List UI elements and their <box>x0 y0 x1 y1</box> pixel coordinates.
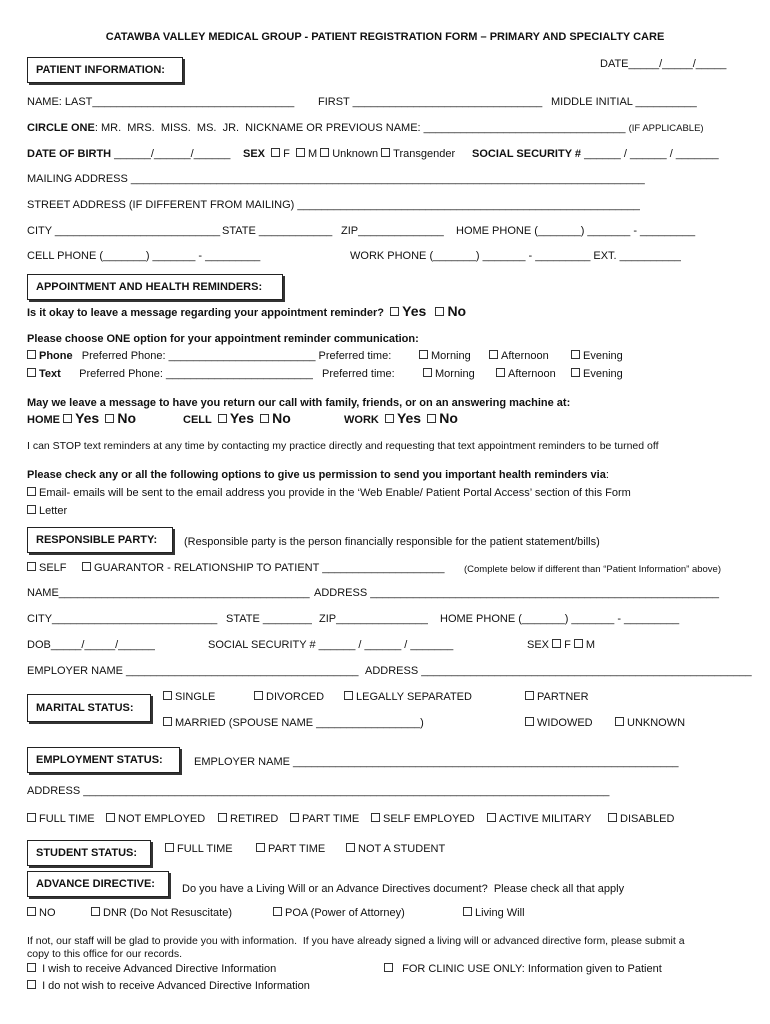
text-option-label: Text <box>39 368 61 380</box>
phone-evening-checkbox[interactable] <box>571 350 580 359</box>
marital-divorced-checkbox[interactable] <box>254 691 263 700</box>
circle-one-options[interactable]: : MR. MRS. MISS. MS. JR. NICKNAME OR PREVIOUS NAME: _________________________________ <box>94 122 626 134</box>
circle-one-label: CIRCLE ONE <box>27 122 95 134</box>
student-full-time-checkbox[interactable] <box>165 843 174 852</box>
student-full-time-label: FULL TIME <box>177 843 233 855</box>
cell-no-label: No <box>272 410 291 426</box>
phone-afternoon-checkbox[interactable] <box>489 350 498 359</box>
state-field[interactable]: STATE ____________ <box>222 225 333 237</box>
responsible-name-field[interactable]: NAME_________________________________________ <box>27 587 310 599</box>
advance-poa <box>273 907 405 920</box>
advance-not-receive-option <box>27 980 310 993</box>
dob-label: DATE OF BIRTH <box>27 148 112 160</box>
responsible-zip-field[interactable]: ZIP_______________ <box>319 613 428 625</box>
advance-receive-label: I wish to receive Advanced Directive Information <box>42 963 277 975</box>
phone-option-label: Phone <box>39 350 73 362</box>
home-label: HOME <box>27 414 60 426</box>
student-not-student-label: NOT A STUDENT <box>358 843 446 855</box>
city-field[interactable]: CITY ___________________________ <box>27 225 221 237</box>
advance-directive-question: Do you have a Living Will or an Advance Directives document? Please check all that apply <box>182 883 625 895</box>
text-afternoon <box>496 368 556 381</box>
complete-below-note: (Complete below if different than “Patient Information” above) <box>464 564 721 575</box>
student-part-time <box>256 843 325 856</box>
work-phone-field[interactable]: WORK PHONE (_______) _______ - _________ EXT. __________ <box>350 250 681 262</box>
employment-self-employed-label: SELF EMPLOYED <box>383 813 475 825</box>
phone-afternoon-label: Afternoon <box>501 350 549 362</box>
student-not-student-checkbox[interactable] <box>346 843 355 852</box>
email-option-line <box>27 487 631 500</box>
employment-status-header <box>27 747 180 773</box>
self-checkbox[interactable] <box>27 562 36 571</box>
employment-full-time-label: FULL TIME <box>39 813 95 825</box>
email-option-checkbox[interactable] <box>27 487 36 496</box>
self-option <box>27 562 67 575</box>
marital-married-label[interactable]: MARRIED (SPOUSE NAME _________________) <box>175 717 424 729</box>
advance-no <box>27 907 56 920</box>
clinic-use-option <box>384 963 662 976</box>
advance-receive-checkbox[interactable] <box>27 963 36 972</box>
marital-unknown <box>615 717 685 730</box>
guarantor-field[interactable]: GUARANTOR - RELATIONSHIP TO PATIENT ____________________ <box>94 562 445 574</box>
appointment-header <box>27 274 283 300</box>
advance-dnr-label: DNR (Do Not Resuscitate) <box>103 907 232 919</box>
middle-initial-field[interactable]: MIDDLE INITIAL __________ <box>551 96 697 108</box>
phone-evening-label: Evening <box>583 350 623 362</box>
employment-status-header-label: EMPLOYMENT STATUS: <box>36 754 163 766</box>
name-last-field[interactable]: NAME: LAST_________________________________ <box>27 96 295 108</box>
employment-active-military <box>487 813 592 826</box>
employment-self-employed <box>371 813 475 826</box>
self-label: SELF <box>39 562 67 574</box>
responsible-sex-line <box>527 639 595 652</box>
phone-preferred-time-label: Preferred time: <box>318 350 392 362</box>
sex-m-checkbox[interactable] <box>296 148 305 157</box>
advance-directive-header-label: ADVANCE DIRECTIVE: <box>36 878 155 890</box>
responsible-dob-field[interactable]: DOB_____/_____/______ <box>27 639 155 651</box>
work-no-checkbox[interactable] <box>427 414 436 423</box>
marital-partner <box>525 691 589 704</box>
dob-line <box>27 148 230 161</box>
employment-not-employed-checkbox[interactable] <box>106 813 115 822</box>
sex-unknown-label: Unknown <box>332 148 379 160</box>
cell-no-checkbox[interactable] <box>260 414 269 423</box>
advance-not-receive-label: I do not wish to receive Advanced Directive Information <box>42 980 310 992</box>
marital-unknown-checkbox[interactable] <box>615 717 624 726</box>
text-morning-checkbox[interactable] <box>423 368 432 377</box>
form-title: CATAWBA VALLEY MEDICAL GROUP - PATIENT REGISTRATION FORM – PRIMARY AND SPECIALTY CARE <box>105 31 665 43</box>
patient-info-header <box>27 57 183 83</box>
employment-not-employed <box>106 813 205 826</box>
phone-option-checkbox[interactable] <box>27 350 36 359</box>
responsible-sex-m-label: M <box>585 639 596 651</box>
choose-one-text: Please choose ONE option for your appointment reminder communication: <box>27 333 419 345</box>
student-full-time <box>165 843 233 856</box>
guarantor-option <box>82 562 445 575</box>
employment-part-time-checkbox[interactable] <box>290 813 299 822</box>
work-message-line <box>344 412 458 427</box>
advance-living-will-label: Living Will <box>475 907 525 919</box>
text-option-checkbox[interactable] <box>27 368 36 377</box>
student-part-time-checkbox[interactable] <box>256 843 265 852</box>
employment-retired <box>218 813 278 826</box>
cell-yes-label: Yes <box>229 410 254 426</box>
advance-no-checkbox[interactable] <box>27 907 36 916</box>
leave-message-question: Is it okay to leave a message regarding your appointment reminder? <box>27 307 384 319</box>
responsible-address-field[interactable]: ADDRESS _________________________________________________________ <box>314 587 719 599</box>
cell-label: CELL <box>183 414 212 426</box>
leave-message-yes-label: Yes <box>402 303 427 319</box>
home-message-line <box>27 412 136 427</box>
home-yes-label: Yes <box>75 410 100 426</box>
advance-dnr-checkbox[interactable] <box>91 907 100 916</box>
advance-dnr <box>91 907 232 920</box>
marital-legally-separated <box>344 691 472 704</box>
marital-married-checkbox[interactable] <box>163 717 172 726</box>
marital-status-header <box>27 694 151 722</box>
street-address-field[interactable]: STREET ADDRESS (IF DIFFERENT FROM MAILING) ________________________________________________________ <box>27 199 640 211</box>
sex-unknown-checkbox[interactable] <box>320 148 329 157</box>
marital-divorced-label: DIVORCED <box>266 691 325 703</box>
cell-phone-field[interactable]: CELL PHONE (_______) _______ - _________ <box>27 250 261 262</box>
text-evening-checkbox[interactable] <box>571 368 580 377</box>
text-afternoon-checkbox[interactable] <box>496 368 505 377</box>
advance-no-label: NO <box>39 907 56 919</box>
phone-afternoon <box>489 350 549 363</box>
marital-status-header-label: MARITAL STATUS: <box>36 702 134 714</box>
marital-unknown-label: UNKNOWN <box>627 717 686 729</box>
marital-partner-checkbox[interactable] <box>525 691 534 700</box>
phone-preferred-field[interactable]: Preferred Phone: ________________________ <box>81 350 316 362</box>
leave-message-yes-checkbox[interactable] <box>390 307 399 316</box>
responsible-sex-f-label: F <box>564 639 571 651</box>
employment-disabled <box>608 813 674 826</box>
letter-option-line <box>27 505 67 518</box>
text-evening-label: Evening <box>583 368 623 380</box>
home-phone-field[interactable]: HOME PHONE (_______) _______ - _________ <box>456 225 696 237</box>
sex-f-checkbox[interactable] <box>271 148 280 157</box>
marital-widowed <box>525 717 593 730</box>
cell-message-line <box>183 412 291 427</box>
letter-option-label: Letter <box>39 505 68 517</box>
employment-active-military-label: ACTIVE MILITARY <box>499 813 592 825</box>
marital-partner-label: PARTNER <box>537 691 589 703</box>
ssn-label: SOCIAL SECURITY # <box>472 148 582 160</box>
work-no-label: No <box>439 410 458 426</box>
advance-info-line-1: If not, our staff will be glad to provide you with information. If you have already signed a living will or advanced directive form, please submit a <box>27 935 685 947</box>
marital-legally-separated-label: LEGALLY SEPARATED <box>356 691 472 703</box>
responsible-sex-f-checkbox[interactable] <box>552 639 561 648</box>
advance-living-will <box>463 907 525 920</box>
advance-info-line-2: copy to this office for our records. <box>27 948 183 960</box>
advance-poa-checkbox[interactable] <box>273 907 282 916</box>
sex-label: SEX <box>243 148 266 160</box>
text-preferred-time-label: Preferred time: <box>321 368 395 380</box>
employment-disabled-checkbox[interactable] <box>608 813 617 822</box>
responsible-party-header <box>27 527 173 553</box>
employment-address-field[interactable]: ADDRESS ______________________________________________________________________________________ <box>27 785 610 797</box>
leave-message-line <box>27 305 466 320</box>
appointment-header-label: APPOINTMENT AND HEALTH REMINDERS: <box>36 281 263 293</box>
sex-line <box>243 148 455 161</box>
employment-retired-label: RETIRED <box>230 813 279 825</box>
responsible-city-field[interactable]: CITY___________________________ <box>27 613 218 625</box>
responsible-party-header-label: RESPONSIBLE PARTY: <box>36 534 158 546</box>
if-applicable-note: (IF APPLICABLE) <box>628 123 704 134</box>
student-status-header <box>27 840 151 866</box>
responsible-state-field[interactable]: STATE ________ <box>226 613 312 625</box>
guarantor-checkbox[interactable] <box>82 562 91 571</box>
responsible-home-phone-field[interactable]: HOME PHONE (_______) _______ - _________ <box>440 613 680 625</box>
marital-divorced <box>254 691 324 704</box>
student-status-header-label: STUDENT STATUS: <box>36 847 138 859</box>
zip-field[interactable]: ZIP______________ <box>341 225 444 237</box>
mailing-address-field[interactable]: MAILING ADDRESS ____________________________________________________________________________________ <box>27 173 645 185</box>
text-afternoon-label: Afternoon <box>508 368 556 380</box>
check-options-text: Please check any or all the following options to give us permission to send you important health reminders via <box>27 469 606 481</box>
sex-transgender-label: Transgender <box>393 148 456 160</box>
employment-full-time-checkbox[interactable] <box>27 813 36 822</box>
responsible-ssn-field[interactable]: SOCIAL SECURITY # ______ / ______ / _______ <box>208 639 454 651</box>
work-label: WORK <box>344 414 379 426</box>
marital-widowed-label: WIDOWED <box>537 717 593 729</box>
advance-poa-label: POA (Power of Attorney) <box>285 907 405 919</box>
text-morning-label: Morning <box>435 368 475 380</box>
advance-not-receive-checkbox[interactable] <box>27 980 36 989</box>
leave-message-no-label: No <box>447 303 467 319</box>
employment-part-time-label: PART TIME <box>302 813 360 825</box>
phone-morning-label: Morning <box>431 350 471 362</box>
marital-widowed-checkbox[interactable] <box>525 717 534 726</box>
work-yes-checkbox[interactable] <box>385 414 394 423</box>
letter-option-checkbox[interactable] <box>27 505 36 514</box>
email-option-label: Email- emails will be sent to the email address you provide in the ‘Web Enable/ Patient Portal Access’ section of this Form <box>39 487 631 499</box>
phone-option-line <box>27 350 391 363</box>
advance-receive-option <box>27 963 276 976</box>
responsible-sex-label: SEX <box>527 639 550 651</box>
clinic-use-checkbox[interactable] <box>384 963 393 972</box>
home-no-label: No <box>117 410 136 426</box>
employment-retired-checkbox[interactable] <box>218 813 227 822</box>
text-morning <box>423 368 475 381</box>
work-yes-label: Yes <box>396 410 422 426</box>
date-field[interactable]: DATE_____/_____/_____ <box>600 58 727 70</box>
circle-one-line <box>27 122 704 135</box>
leave-message-no-checkbox[interactable] <box>435 307 444 316</box>
responsible-employer-name-field[interactable]: EMPLOYER NAME ______________________________________ <box>27 665 359 677</box>
advance-living-will-checkbox[interactable] <box>463 907 472 916</box>
marital-single-checkbox[interactable] <box>163 691 172 700</box>
check-options-line <box>27 469 609 482</box>
ssn-line <box>472 148 719 161</box>
stop-text-notice: I can STOP text reminders at any time by contacting my practice directly and requesting that text appointment reminders to be turned off <box>27 440 659 452</box>
advance-directive-header <box>27 871 169 897</box>
employment-active-military-checkbox[interactable] <box>487 813 496 822</box>
phone-morning <box>419 350 471 363</box>
employment-employer-name-field[interactable]: EMPLOYER NAME _______________________________________________________________ <box>194 756 679 768</box>
home-no-checkbox[interactable] <box>105 414 114 423</box>
responsible-employer-address-field[interactable]: ADDRESS ______________________________________________________ <box>365 665 752 677</box>
marital-married <box>163 717 424 730</box>
may-we-leave-message-text: May we leave a message to have you return our call with family, friends, or on an answering machine at: <box>27 397 571 409</box>
marital-single <box>163 691 215 704</box>
check-options-colon: : <box>605 469 609 481</box>
sex-transgender-checkbox[interactable] <box>381 148 390 157</box>
employment-self-employed-checkbox[interactable] <box>371 813 380 822</box>
employment-disabled-label: DISABLED <box>620 813 675 825</box>
patient-info-header-label: PATIENT INFORMATION: <box>36 64 165 76</box>
cell-yes-checkbox[interactable] <box>218 414 227 423</box>
responsible-sex-m-checkbox[interactable] <box>574 639 583 648</box>
text-evening <box>571 368 623 381</box>
employment-part-time <box>290 813 359 826</box>
sex-m-label: M <box>308 148 318 160</box>
ssn-field[interactable]: ______ / ______ / _______ <box>581 148 719 160</box>
sex-f-label: F <box>283 148 290 160</box>
marital-single-label: SINGLE <box>175 691 216 703</box>
name-first-field[interactable]: FIRST _______________________________ <box>318 96 543 108</box>
marital-legally-separated-checkbox[interactable] <box>344 691 353 700</box>
clinic-use-label: FOR CLINIC USE ONLY: Information given to Patient <box>402 963 662 975</box>
home-yes-checkbox[interactable] <box>63 414 72 423</box>
student-not-student <box>346 843 445 856</box>
phone-morning-checkbox[interactable] <box>419 350 428 359</box>
dob-field[interactable]: ______/______/______ <box>111 148 231 160</box>
text-preferred-field[interactable]: Preferred Phone: ________________________ <box>79 368 313 380</box>
responsible-party-note: (Responsible party is the person financially responsible for the patient statement/bills) <box>184 536 600 548</box>
employment-not-employed-label: NOT EMPLOYED <box>118 813 206 825</box>
text-option-line <box>27 368 395 381</box>
employment-full-time <box>27 813 95 826</box>
student-part-time-label: PART TIME <box>268 843 326 855</box>
phone-evening <box>571 350 623 363</box>
